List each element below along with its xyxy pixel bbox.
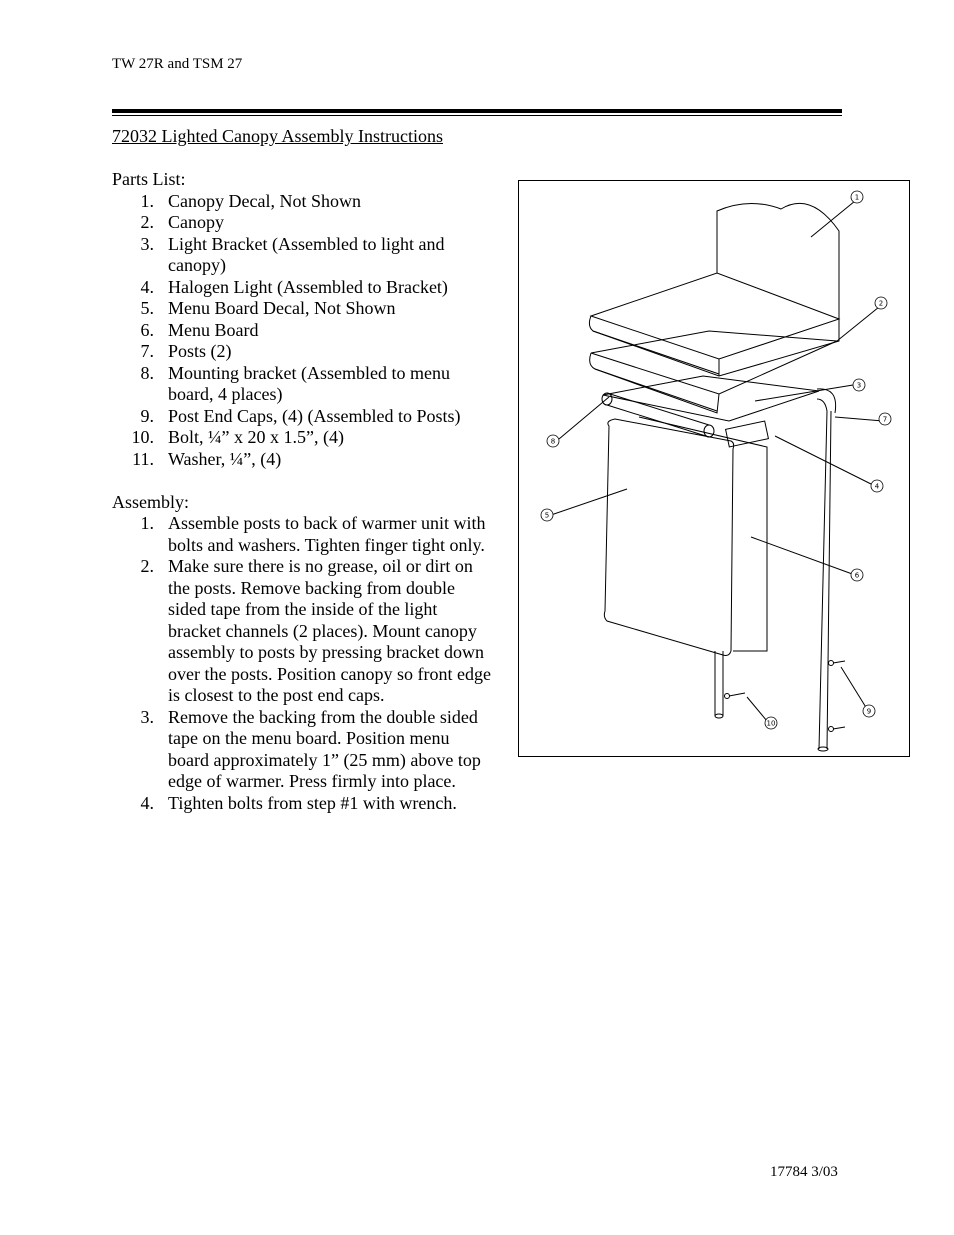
menu-board-back <box>639 417 767 651</box>
assembly-steps <box>112 513 492 814</box>
parts-list-item-number: 11. <box>132 448 154 469</box>
callout-label: 10 <box>766 719 776 728</box>
assembly-step-number: 3. <box>140 706 154 727</box>
assembly-step <box>112 793 492 815</box>
assembly-step <box>112 556 492 707</box>
parts-list <box>112 191 492 471</box>
page-header: TW 27R and TSM 27 <box>112 56 243 72</box>
assembly-step <box>112 707 492 793</box>
parts-list-item <box>112 234 492 277</box>
parts-list-item-number: 8. <box>140 362 154 383</box>
assembly-step-number: 1. <box>140 513 154 533</box>
exploded-view-drawing <box>519 181 911 758</box>
parts-list-item <box>112 406 492 428</box>
assembly-heading: Assembly: <box>112 491 190 512</box>
parts-list-item-text: Menu Board <box>168 319 259 340</box>
parts-list-item-text: Halogen Light (Assembled to Bracket) <box>168 276 448 297</box>
parts-list-item-text: Light Bracket (Assembled to light and canopy) <box>168 233 445 275</box>
post-right <box>817 399 831 749</box>
section-gap <box>112 470 492 492</box>
assembly-step-text: Tighten bolts from step #1 with wrench. <box>168 792 457 813</box>
callout-label: 7 <box>882 415 888 424</box>
parts-list-item-text: Canopy <box>168 212 224 232</box>
parts-list-item-number: 7. <box>140 341 154 361</box>
assembly-step-text: Remove the backing from the double sided tape on the menu board. Position menu board approximately 1” (25 mm) above top edge of warmer. Press firmly into place. <box>168 706 481 791</box>
canopy-back-panel <box>717 203 839 319</box>
bolt-right-1 <box>833 661 845 663</box>
parts-list-item-text: Post End Caps, (4) (Assembled to Posts) <box>168 405 461 426</box>
parts-list-item <box>112 277 492 299</box>
parts-list-item-text: Bolt, ¼” x 20 x 1.5”, (4) <box>168 427 344 447</box>
parts-list-item <box>112 320 492 342</box>
parts-list-item <box>112 341 492 363</box>
parts-list-heading: Parts List: <box>112 169 186 189</box>
parts-list-item-number: 3. <box>140 233 154 254</box>
page-title: 72032 Lighted Canopy Assembly Instructions <box>112 126 443 146</box>
light-housing <box>726 421 769 447</box>
bolt-right-2 <box>833 727 845 729</box>
callout-label: 4 <box>874 482 880 491</box>
callout-label: 9 <box>866 707 872 716</box>
light-bracket <box>591 331 837 394</box>
parts-list-item-number: 4. <box>140 276 154 297</box>
callout-label: 2 <box>878 299 884 308</box>
parts-list-item-number: 1. <box>140 190 154 211</box>
callout-label: 5 <box>544 511 550 520</box>
callout-label: 8 <box>550 437 556 446</box>
parts-list-item <box>112 298 492 320</box>
callout-label: 6 <box>854 571 860 580</box>
menu-board-front <box>604 419 733 656</box>
document-number: 17784 3/03 <box>770 1164 838 1180</box>
parts-list-item-number: 2. <box>140 212 154 232</box>
assembly-step-number: 4. <box>140 792 154 813</box>
parts-list-item-text: Canopy Decal, Not Shown <box>168 190 361 211</box>
parts-list-item-number: 9. <box>140 405 154 426</box>
post-left <box>715 651 723 716</box>
instructions-body <box>112 169 492 814</box>
parts-list-item-text: Mounting bracket (Assembled to menu board, 4 places) <box>168 362 450 404</box>
parts-list-item-text: Posts (2) <box>168 341 232 361</box>
parts-list-item <box>112 363 492 406</box>
callout-label: 3 <box>856 381 862 390</box>
assembly-step-text: Make sure there is no grease, oil or dirt on the posts. Remove backing from double sided tape from the inside of the light bracket channels (2 places). Mount canopy assembly to posts by pressing bracket down over the posts. Position canopy so front edge is closest to the post end caps. <box>168 556 491 705</box>
header-rule-thick <box>112 109 842 113</box>
parts-list-item-text: Menu Board Decal, Not Shown <box>168 298 396 318</box>
parts-list-item <box>112 212 492 234</box>
bolt-left <box>729 693 745 696</box>
assembly-diagram <box>518 180 910 757</box>
callout-label: 1 <box>854 193 860 202</box>
parts-list-item-number: 5. <box>140 298 154 318</box>
parts-list-item <box>112 427 492 449</box>
assembly-step-text: Assemble posts to back of warmer unit with bolts and washers. Tighten finger tight only. <box>168 513 486 555</box>
parts-list-item <box>112 449 492 471</box>
assembly-step-number: 2. <box>140 556 154 576</box>
assembly-step <box>112 513 492 556</box>
parts-list-item-number: 6. <box>140 319 154 340</box>
parts-list-item-text: Washer, ¼”, (4) <box>168 448 282 469</box>
parts-list-item <box>112 191 492 213</box>
header-rule-thin <box>112 115 842 116</box>
parts-list-item-number: 10. <box>131 427 154 447</box>
